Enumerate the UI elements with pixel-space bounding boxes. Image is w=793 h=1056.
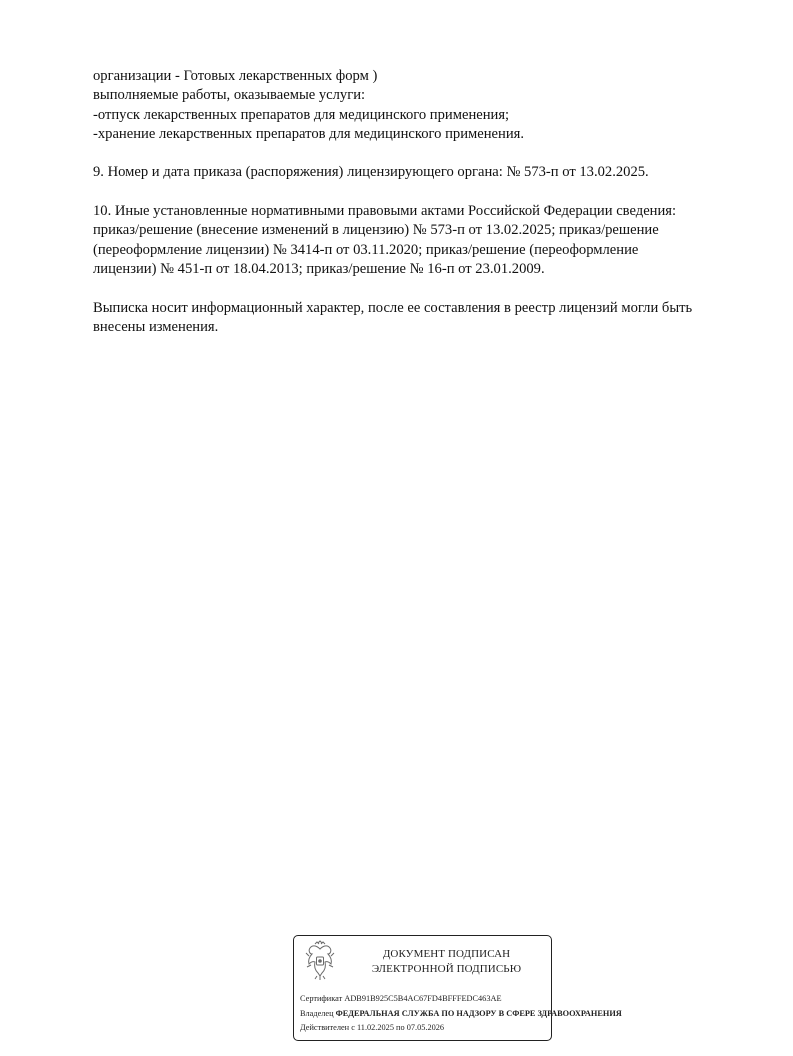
note-line: Выписка носит информационный характер, после ее составления в реестр лицензий могли быть	[93, 299, 693, 316]
item-10-line: (переоформление лицензии) № 3414-п от 03.11.2020; приказ/решение (переоформление	[93, 241, 639, 258]
certificate-value: ADB91B925C5B4AC67FD4BFFFEDC463AE	[344, 994, 502, 1003]
validity-row: Действителен с 11.02.2025 по 07.05.2026	[300, 1023, 445, 1032]
item-10-line: 10. Иные установленные нормативными правовыми актами Российской Федерации сведения:	[93, 203, 677, 220]
paragraph-gap	[93, 144, 758, 163]
text-line: организации - Готовых лекарственных форм )	[93, 68, 378, 84]
certificate-label: Сертификат	[300, 994, 343, 1003]
item-10-line: лицензии) № 451-п от 18.04.2013; приказ/решение № 16-п от 23.01.2009.	[93, 260, 545, 277]
owner-label: Владелец	[300, 1009, 334, 1018]
text-line: -отпуск лекарственных препаратов для медицинского применения;	[93, 106, 510, 123]
paragraph-gap	[93, 279, 758, 298]
owner-value: ФЕДЕРАЛЬНАЯ СЛУЖБА ПО НАДЗОРУ В СФЕРЕ ЗДРАВООХРАНЕНИЯ	[335, 1009, 622, 1018]
text-line: -хранение лекарственных препаратов для медицинского применения.	[93, 125, 525, 142]
electronic-signature-stamp	[293, 935, 622, 1041]
document-body	[93, 67, 758, 337]
russian-coat-of-arms-icon	[303, 941, 337, 981]
item-10-line: приказ/решение (внесение изменений в лицензию) № 573-п от 13.02.2025; приказ/решение	[93, 222, 659, 239]
note-line: внесены изменения.	[93, 318, 219, 335]
text-line: выполняемые работы, оказываемые услуги:	[93, 87, 366, 104]
owner-row	[300, 1008, 622, 1019]
paragraph-gap	[93, 183, 758, 202]
certificate-row	[300, 993, 502, 1004]
item-9: 9. Номер и дата приказа (распоряжения) лицензирующего органа: № 573-п от 13.02.2025.	[93, 164, 649, 181]
stamp-title: ДОКУМЕНТ ПОДПИСАН ЭЛЕКТРОННОЙ ПОДПИСЬЮ	[371, 948, 522, 975]
